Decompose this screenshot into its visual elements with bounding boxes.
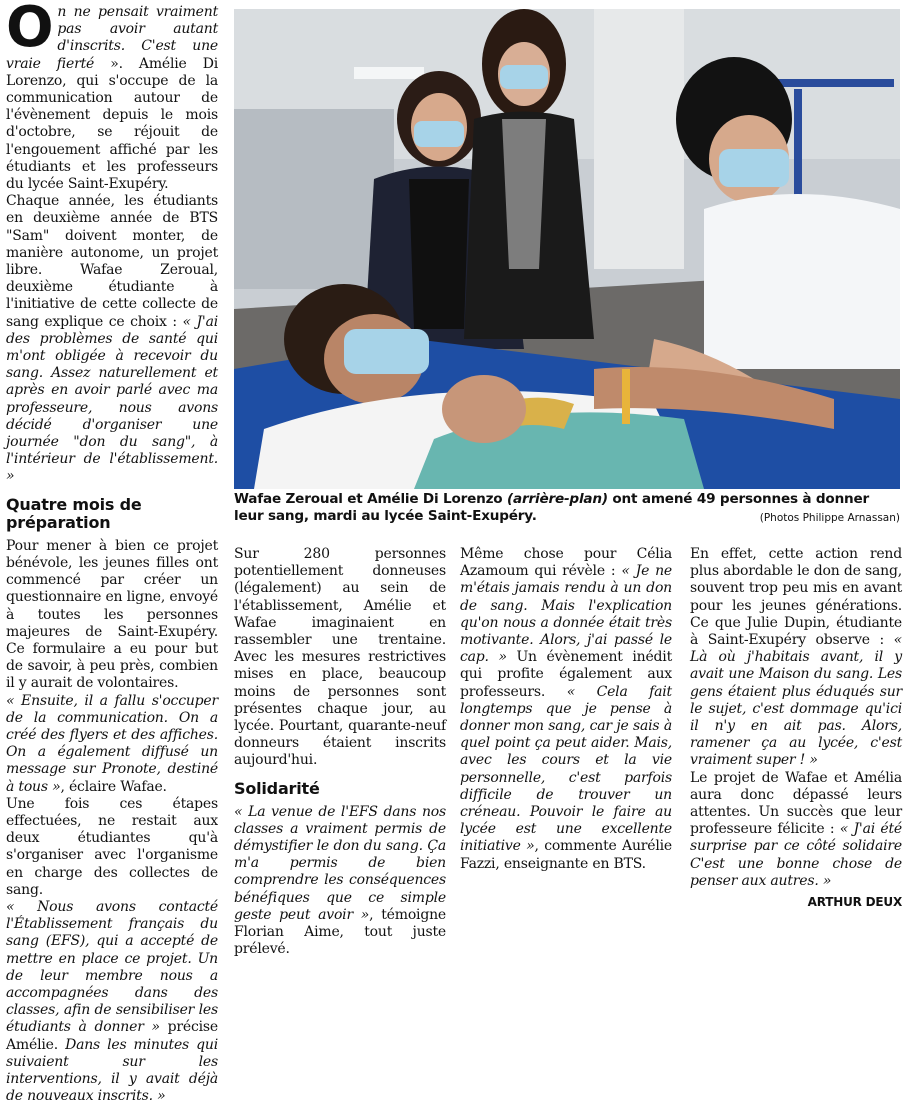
caption-text-end: ont amené 49 personnes à donner leur sang, mardi au lycée Saint-Exupéry. <box>234 491 870 524</box>
body-text: précise Amélie. <box>6 1019 218 1053</box>
article-column-3 <box>460 546 672 873</box>
paragraph <box>234 804 446 959</box>
paragraph <box>234 546 446 770</box>
body-text: Une fois ces étapes effectuées, ne restait aux deux étudiantes qu'à s'organiser avec l'organisme en charge des collectes de sang. <box>6 795 218 898</box>
quote-text: « Ensuite, il a fallu s'occuper de la communication. On a créé des flyers et des affiches. On a également diffusé un message sur Pronote, destiné à tous » <box>6 692 218 795</box>
article-photo <box>234 9 900 489</box>
quote-text: « J'ai des problèmes de santé qui m'ont obligée à recevoir du sang. Assez naturellement et après en avoir parlé avec ma professeure, nous avons décidé d'organiser une journée "don du sang", à l'intérieur de l'établissement. » <box>6 313 218 485</box>
paragraph <box>690 546 902 770</box>
body-text: Un évènement inédit qui profite également aux professeurs. <box>460 649 672 700</box>
body-text: , commente Aurélie Fazzi, enseignante en BTS. <box>460 838 672 872</box>
body-text: Le projet de Wafae et Amélia aura donc dépassé leurs attentes. Un succès que leur professeure félicite : <box>690 769 902 838</box>
intro-paragraph <box>6 0 218 193</box>
section-heading-preparation: Quatre mois de préparation <box>6 494 142 532</box>
article-column-1 <box>6 0 218 1105</box>
caption-italic: (arrière-plan) <box>506 491 608 507</box>
body-text: Chaque année, les étudiants en deuxième année de BTS "Sam" doivent monter, de manière autonome, un projet libre. Wafae Zeroual, deuxième étudiante à l'initiative de cette collecte de sang explique ce choix : <box>6 193 218 330</box>
quote-text: « Je ne m'étais jamais rendu à un don de sang. Mais l'explication qu'on nous a donnée était très motivante. Alors, j'ai passé le cap. » <box>460 563 673 666</box>
article-column-4 <box>690 546 902 911</box>
blood-donation-photo-illustration <box>234 9 900 489</box>
quote-text: « Là où j'habitais avant, il y avait une Maison du sang. Les gens étaient plus éduqués sur le sujet, c'est dommage qu'ici il n'y en ait pas. Alors, ramener ça au lycée, c'est vraiment super ! » <box>690 632 902 769</box>
quote-text: « Nous avons contacté l'Établissement français du sang (EFS), qui a accepté de mettre en place ce projet. Un de leur membre nous a accompagnées dans des classes, afin de sensibiliser les étudiants à donner » <box>6 898 218 1036</box>
quote-text: Dans les minutes qui suivaient sur les interventions, il y avait déjà de nouveaux inscrits. » <box>6 1036 218 1105</box>
paragraph <box>460 546 672 873</box>
body-text: Sur 280 personnes potentiellement donneuses (légalement) au sein de l'établissement, Amélie et Wafae imaginaient en rassembler une trentaine. Avec les mesures restrictives mises en place, beaucoup moins de personnes sont présentes chaque jour, au lycée. Pourtant, quarante-neuf donneurs étaient inscrits aujourd'hui. <box>234 546 446 769</box>
author-byline: ARTHUR DEUX <box>807 895 902 910</box>
paragraph-continued <box>6 899 218 1105</box>
photo-credit: (Photos Philippe Arnassan) <box>759 512 900 524</box>
body-text: ». Amélie Di Lorenzo, qui s'occupe de la communication autour de l'évènement depuis le mois d'octobre, se réjouit de l'engouement affiché par les étudiants et les professeurs du lycée Saint-Exupéry. <box>6 55 218 193</box>
paragraph <box>6 693 218 796</box>
quote-text: « Cela fait longtemps que je pense à donner mon sang, car je sais à quel point ça peut aider. Mais, avec les cours et la vie personnelle, c'est parfois difficile de trouver un créneau. Pouvoir le faire au lycée est une excellente initiative » <box>460 683 672 855</box>
paragraph <box>6 193 218 485</box>
paragraph <box>690 770 902 890</box>
quote-text: « J'ai été surprise par ce côté solidaire C'est une bonne chose de penser aux autres. » <box>690 821 902 889</box>
body-text: Même chose pour Célia Azamoum qui révèle : <box>460 546 672 580</box>
body-text: , témoigne Florian Aime, tout juste prélevé. <box>234 906 446 958</box>
article-column-2 <box>234 546 446 958</box>
section-heading-solidarite: Solidarité <box>234 778 320 798</box>
paragraph <box>6 538 218 693</box>
body-text: En effet, cette action rend plus abordable le don de sang, souvent trop peu mis en avant pour les jeunes générations. Ce que Julie Dupin, étudiante à Saint-Exupéry observe : <box>690 546 902 649</box>
body-text: Pour mener à bien ce projet bénévole, les jeunes filles ont commencé par créer un questionnaire en ligne, envoyé à toutes les personnes majeures de Saint-Exupéry. Ce formulaire a eu pour but de savoir, à peu près, combien il y aurait de volontaires. <box>6 537 218 692</box>
paragraph <box>6 796 218 899</box>
drop-cap: O <box>6 0 54 60</box>
caption-text: Wafae Zeroual et Amélie Di Lorenzo <box>234 491 507 507</box>
body-text: , éclaire Wafae. <box>60 778 167 795</box>
quote-text: n ne pensait vraiment pas avoir autant d'inscrits. C'est une vraie fierté <box>6 4 218 72</box>
quote-text: « La venue de l'EFS dans nos classes a vraiment permis de démystifier le don du sang. Ça m'a permis de bien comprendre les conséquences bénéfiques que ce simple geste peut avoir » <box>234 803 446 923</box>
